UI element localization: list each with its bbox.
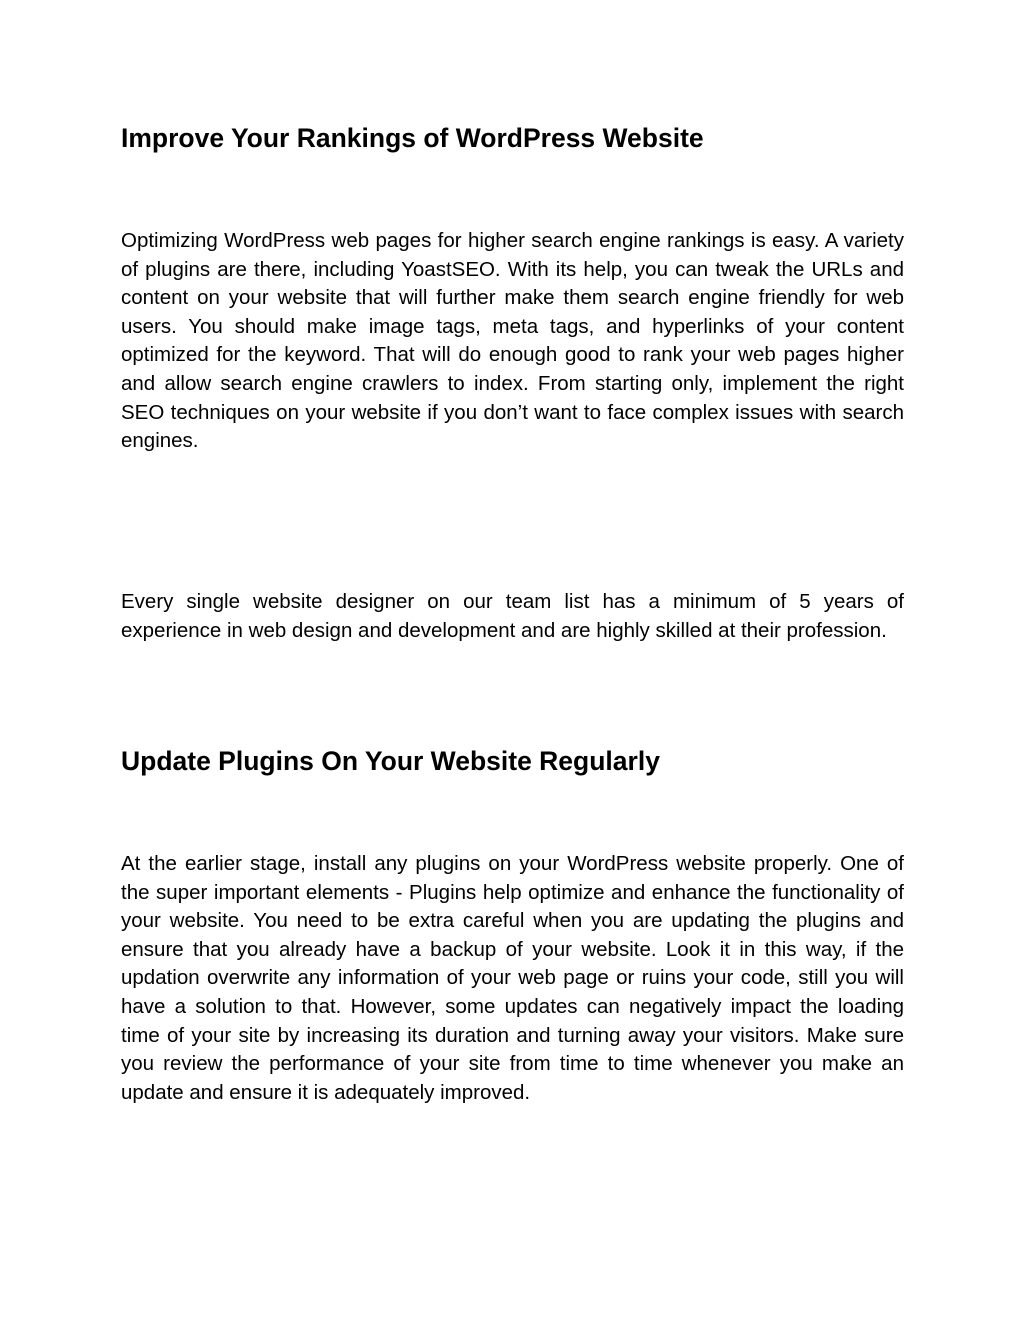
paragraph-optimizing-wordpress: Optimizing WordPress web pages for higher search engine rankings is easy. A variety of plugins are there, including YoastSEO. With its help, you can tweak the URLs and content on your website that will further make them search engine friendly for web users. You should make image tags, meta tags, and hyperlinks of your content optimized for the keyword. That will do enough good to rank your web pages higher and allow search engine crawlers to index. From starting only, implement the right SEO techniques on your website if you don’t want to face complex issues with search engines. (121, 229, 904, 453)
paragraph-install-plugins: At the earlier stage, install any plugins on your WordPress website properly. One of the super important elements - Plugins help optimize and enhance the functionality of your website. You need to be extra careful when you are updating the plugins and ensure that you already have a backup of your website. Look it in this way, if the updation overwrite any information of your web page or ruins your code, still you will have a solution to that. However, some updates can negatively impact the loading time of your site by increasing its duration and turning away your visitors. Make sure you review the performance of your site from time to time whenever you make an update and ensure it is adequately improved. (121, 852, 904, 1104)
heading-improve-rankings: Improve Your Rankings of WordPress Website (121, 123, 704, 153)
heading-update-plugins: Update Plugins On Your Website Regularly (121, 746, 660, 776)
paragraph-website-designers: Every single website designer on our team list has a minimum of 5 years of experience in web design and development and are highly skilled at their profession. (121, 590, 904, 642)
